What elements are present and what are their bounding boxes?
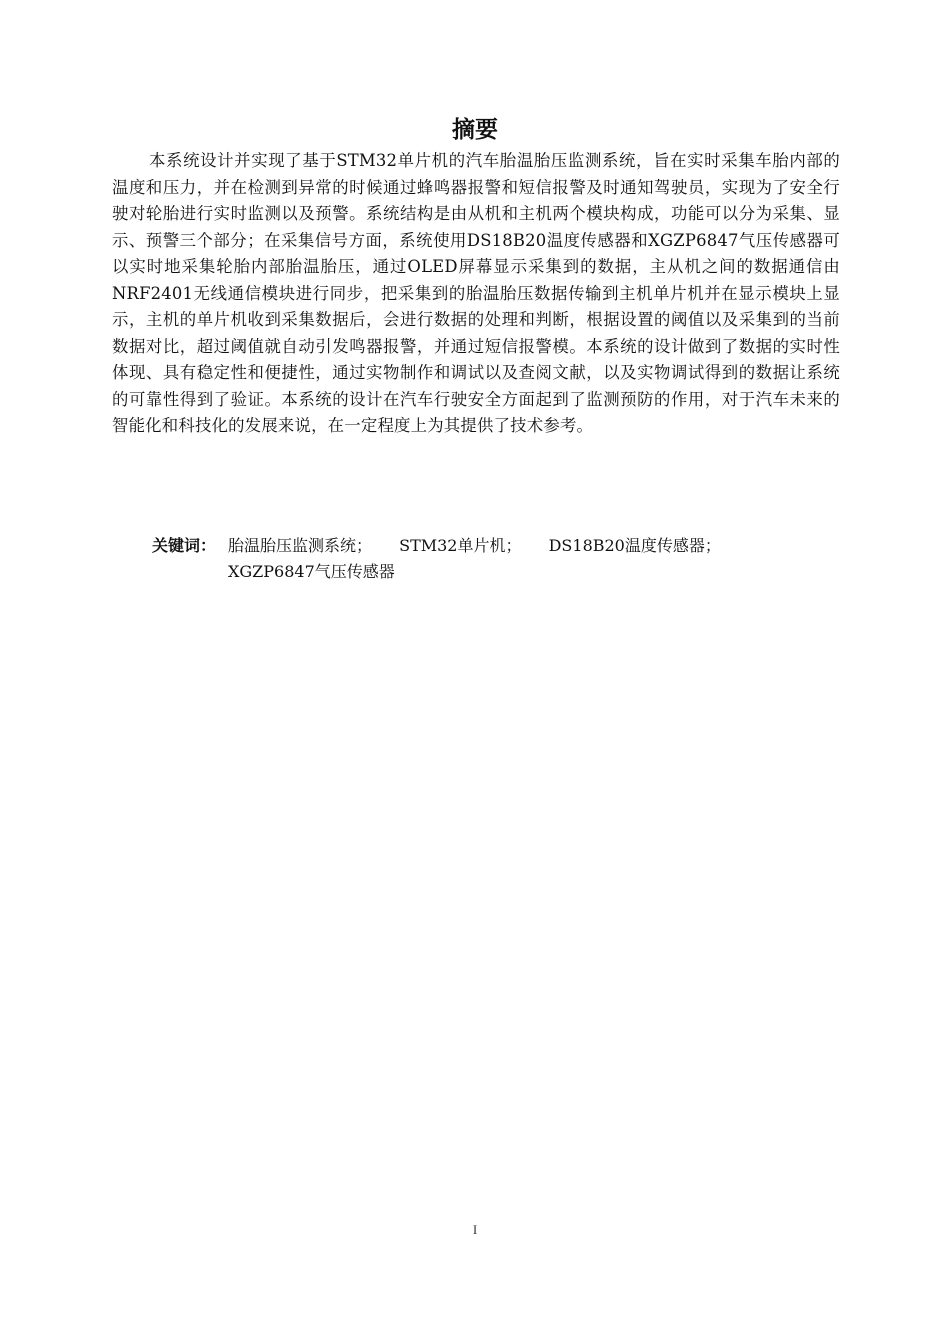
keywords-section	[152, 533, 812, 585]
keyword-item: XGZP6847气压传感器	[228, 562, 395, 581]
abstract-title: 摘要	[452, 117, 498, 143]
page-number: I	[472, 1222, 478, 1237]
keywords-label: 关键词：	[152, 536, 217, 555]
keywords-list	[228, 533, 812, 585]
abstract-body: 本系统设计并实现了基于STM32单片机的汽车胎温胎压监测系统，旨在实时采集车胎内部的温度和压力，并在检测到异常的时候通过蜂鸣器报警和短信报警及时通知驾驶员，实现为了安全行驶对轮胎进行实时监测以及预警。系统结构是由从机和主机两个模块构成，功能可以分为采集、显示、预警三个部分；在采集信号方面，系统使用DS18B20温度传感器和XGZP6847气压传感器可以实时地采集轮胎内部胎温胎压，通过OLED屏幕显示采集到的数据，主从机之间的数据通信由NRF2401无线通信模块进行同步，把采集到的胎温胎压数据传输到主机单片机并在显示模块上显示，主机的单片机收到采集数据后，会进行数据的处理和判断，根据设置的阈值以及采集到的当前数据对比，超过阈值就自动引发鸣器报警，并通过短信报警模。本系统的设计做到了数据的实时性体现、具有稳定性和便捷性，通过实物制作和调试以及查阅文献，以及实物调试得到的数据让系统的可靠性得到了验证。本系统的设计在汽车行驶安全方面起到了监测预防的作用，对于汽车未来的智能化和科技化的发展来说，在一定程度上为其提供了技术参考。	[112, 151, 840, 435]
keyword-item: DS18B20温度传感器；	[548, 536, 721, 555]
keyword-item: 胎温胎压监测系统；	[228, 536, 373, 555]
keyword-item: STM32单片机；	[399, 536, 522, 555]
